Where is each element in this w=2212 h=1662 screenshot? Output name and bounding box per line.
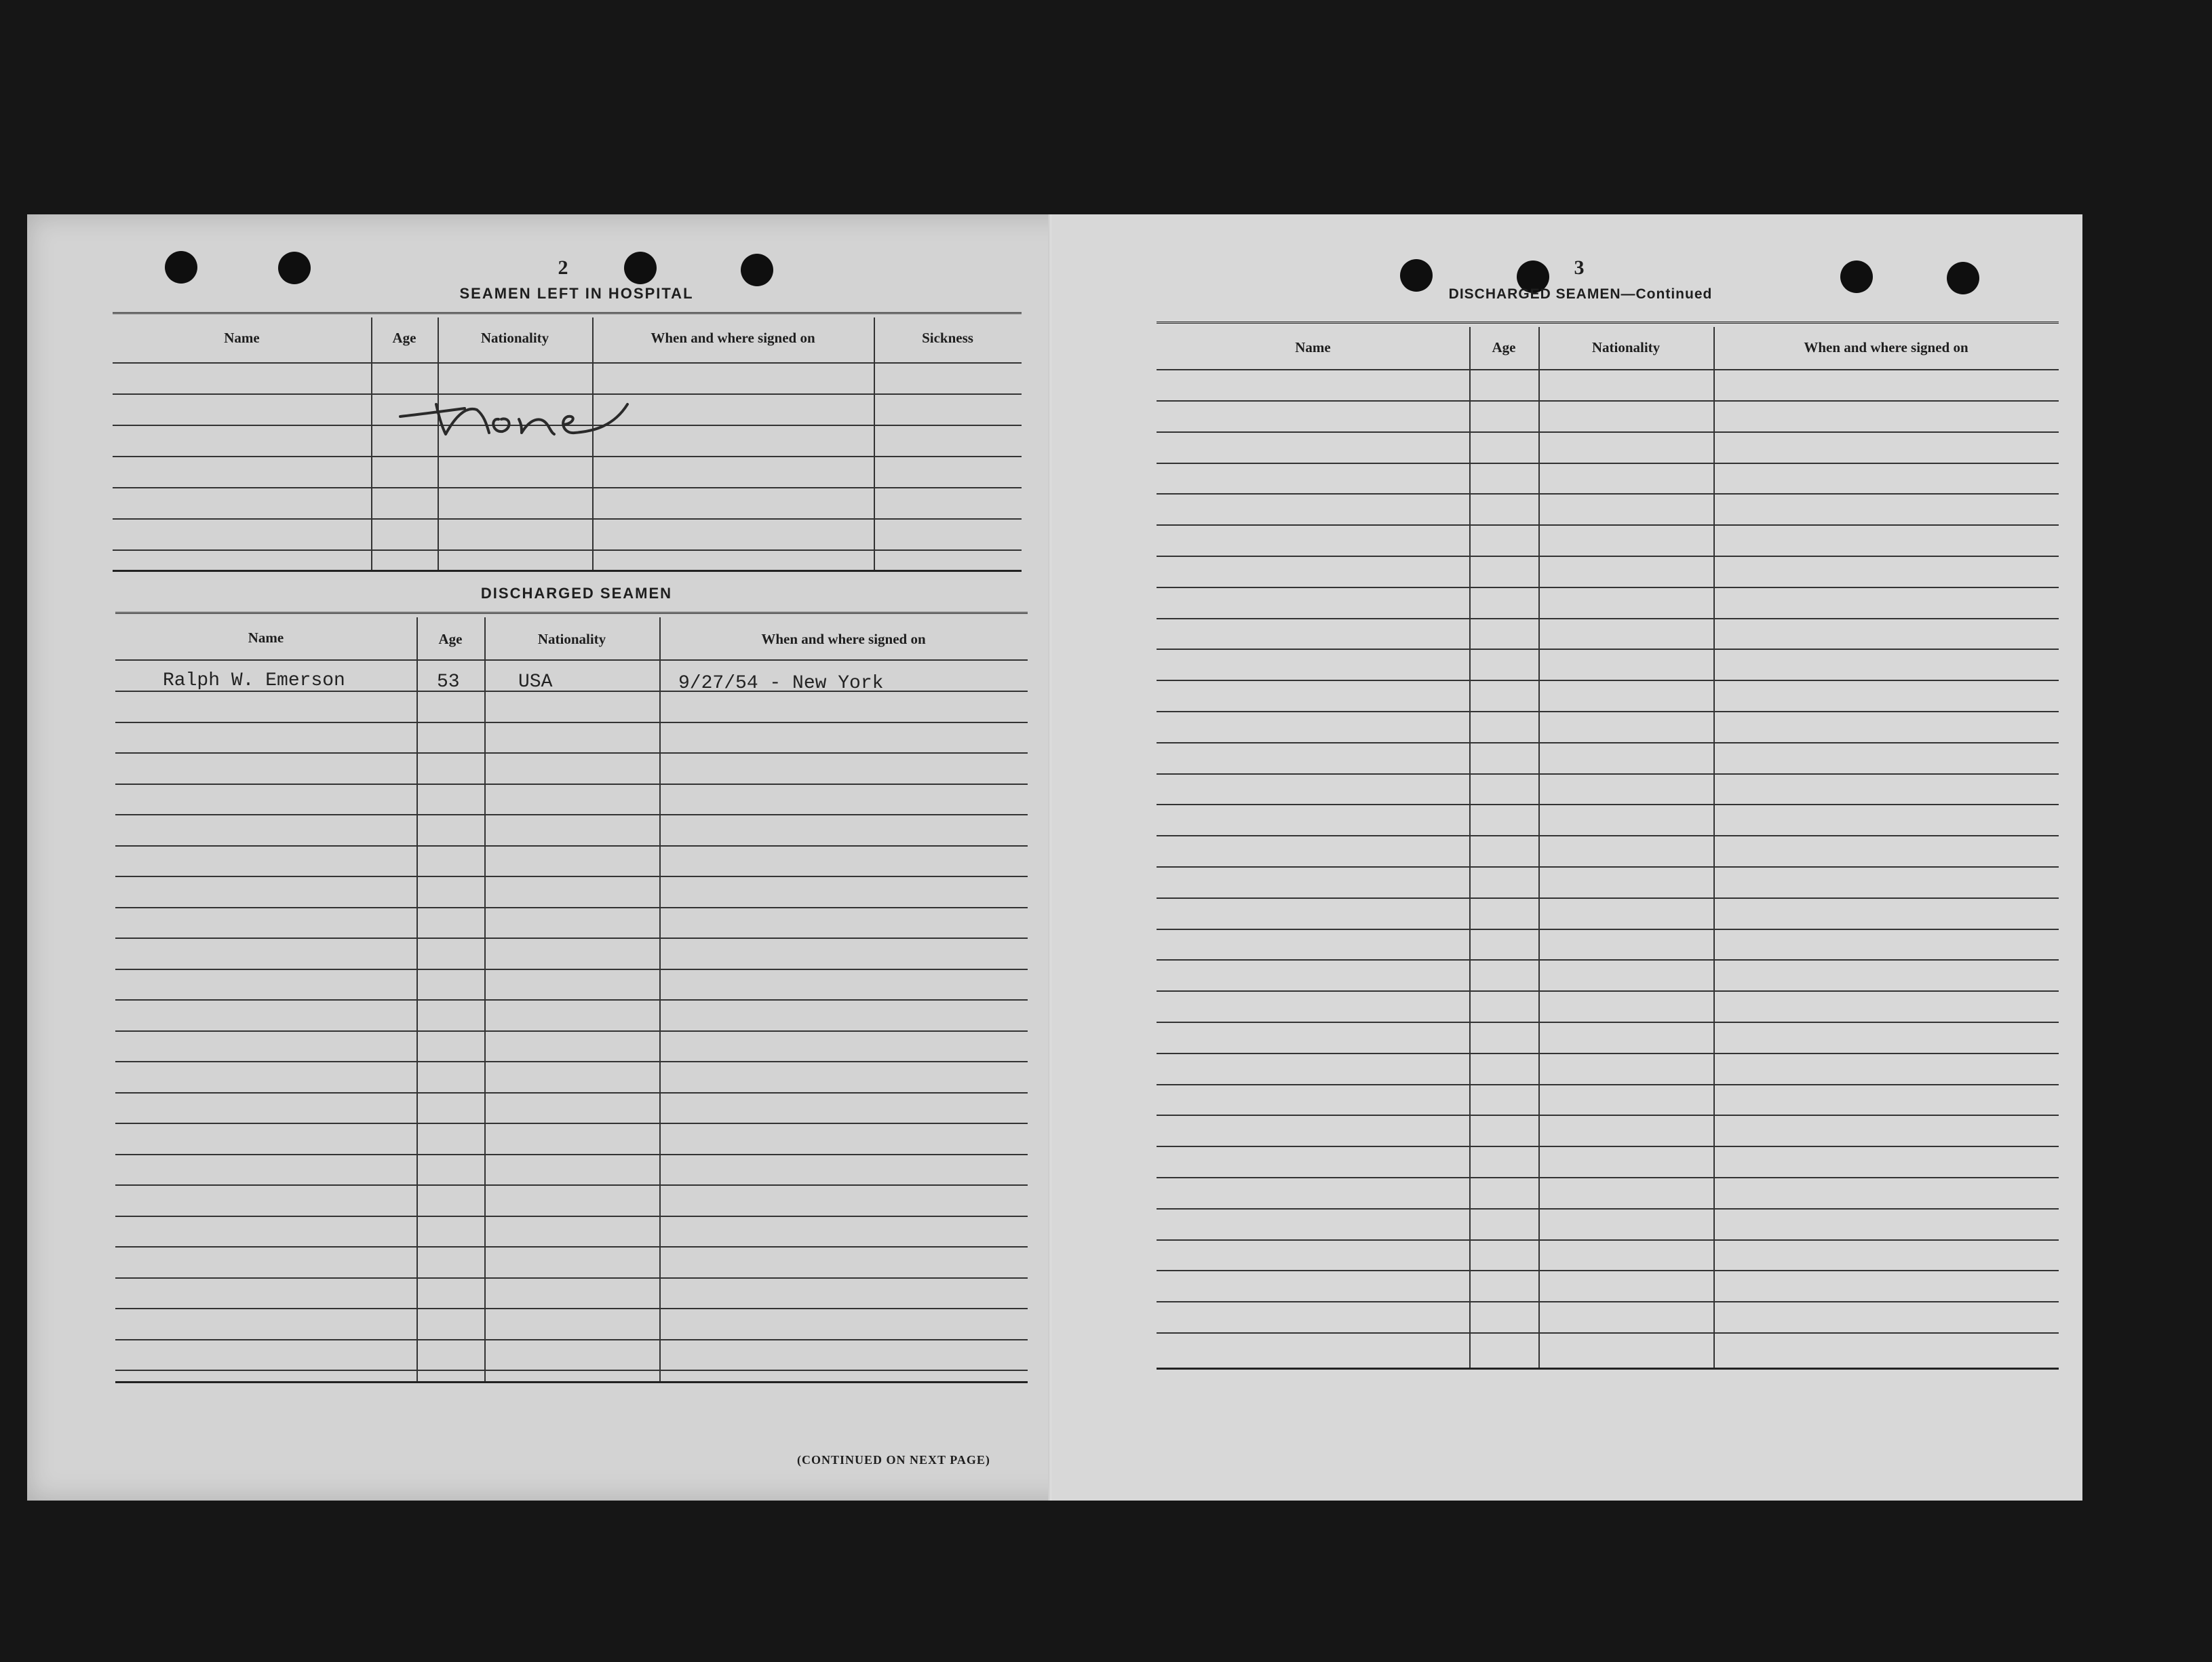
ruled-line <box>115 752 1028 754</box>
ruled-line <box>1157 1332 2059 1334</box>
punch-hole <box>741 254 773 286</box>
ruled-line <box>115 722 1028 723</box>
seaman-nationality: USA <box>518 672 553 693</box>
right-section-title: DISCHARGED SEAMEN—Continued <box>1448 286 1713 302</box>
ruled-line <box>115 907 1028 908</box>
seaman-age: 53 <box>437 672 460 693</box>
column-header-nationality: Nationality <box>537 631 606 647</box>
ruled-line <box>1157 1115 2059 1116</box>
ruled-line <box>115 1030 1028 1032</box>
ruled-line <box>1157 959 2059 961</box>
ruled-line <box>115 1370 1028 1371</box>
ruled-line <box>115 845 1028 847</box>
ruled-line <box>1157 400 2059 402</box>
ruled-line <box>1157 680 2059 681</box>
ruled-line <box>115 1061 1028 1062</box>
ruled-line <box>1157 1022 2059 1023</box>
punch-hole <box>624 252 657 284</box>
ruled-line <box>115 1277 1028 1279</box>
ruled-line <box>1157 493 2059 495</box>
handwritten-none-signature <box>397 384 668 445</box>
ruled-line <box>115 1246 1028 1248</box>
punch-hole <box>165 251 197 284</box>
column-header-name: Name <box>224 330 260 346</box>
ruled-line <box>1157 866 2059 868</box>
column-header-age: Age <box>392 330 416 346</box>
ruled-line <box>115 1123 1028 1124</box>
document-sheet <box>27 214 2082 1501</box>
ruled-line <box>115 1184 1028 1186</box>
ruled-line <box>1157 1084 2059 1085</box>
ruled-line <box>1157 649 2059 650</box>
ruled-line <box>115 1216 1028 1217</box>
left-page <box>27 214 1051 1501</box>
ruled-line <box>1157 742 2059 743</box>
seaman-name: Ralph W. Emerson <box>163 670 345 691</box>
ruled-line <box>115 691 1028 692</box>
seaman-signed-on: 9/27/54 - New York <box>678 673 884 694</box>
column-header-name: Name <box>248 630 284 646</box>
ruled-line <box>1157 1146 2059 1147</box>
column-header-name: Name <box>1295 339 1331 355</box>
ruled-line <box>1157 618 2059 619</box>
ruled-line <box>1157 1053 2059 1054</box>
ruled-line <box>1157 463 2059 464</box>
ruled-line <box>1157 897 2059 899</box>
punch-hole <box>278 252 311 284</box>
column-header-sickness: Sickness <box>922 330 973 346</box>
continued-footer: (CONTINUED ON NEXT PAGE) <box>797 1453 990 1467</box>
ruled-line <box>115 1154 1028 1155</box>
column-header-age: Age <box>1492 339 1516 355</box>
column-header-signed-on: When and where signed on <box>651 330 815 346</box>
ruled-line <box>115 814 1028 815</box>
ruled-line <box>1157 1301 2059 1302</box>
ruled-line <box>1157 1177 2059 1178</box>
ruled-line <box>1157 773 2059 775</box>
hospital-section-title: SEAMEN LEFT IN HOSPITAL <box>459 285 694 302</box>
ruled-line <box>115 876 1028 877</box>
right-page <box>1051 214 2082 1501</box>
ruled-line <box>115 999 1028 1001</box>
ruled-line <box>115 969 1028 970</box>
ruled-line <box>115 1339 1028 1340</box>
page-number: 2 <box>558 256 568 279</box>
ruled-line <box>1157 1270 2059 1271</box>
ruled-line <box>1157 990 2059 992</box>
column-header-nationality: Nationality <box>480 330 549 346</box>
ruled-line <box>1157 587 2059 588</box>
ruled-line <box>115 1308 1028 1309</box>
ruled-line <box>1157 1208 2059 1210</box>
ruled-line <box>1157 431 2059 433</box>
ruled-line <box>115 938 1028 939</box>
ruled-line <box>1157 556 2059 557</box>
ruled-line <box>1157 1239 2059 1241</box>
punch-hole <box>1947 262 1979 294</box>
column-header-nationality: Nationality <box>1591 339 1661 355</box>
ruled-line <box>115 1092 1028 1094</box>
ruled-line <box>1157 929 2059 930</box>
ruled-line <box>1157 711 2059 712</box>
column-header-age: Age <box>438 631 463 647</box>
ruled-line <box>1157 804 2059 805</box>
ruled-line <box>1157 524 2059 526</box>
discharged-section-title: DISCHARGED SEAMEN <box>480 585 673 602</box>
ruled-line <box>115 784 1028 785</box>
column-header-signed-on: When and where signed on <box>1804 339 1968 355</box>
punch-hole <box>1840 260 1873 293</box>
column-header-signed-on: When and where signed on <box>761 631 926 647</box>
ruled-line <box>1157 835 2059 836</box>
page-number: 3 <box>1574 256 1585 279</box>
